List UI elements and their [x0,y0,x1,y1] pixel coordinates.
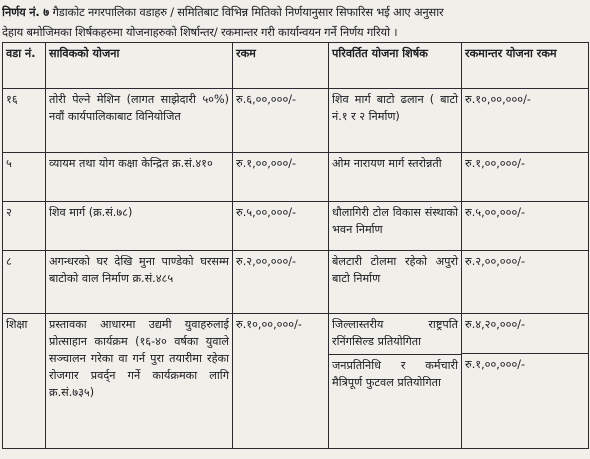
header-transfer-amount: रकमान्तर योजना रकम [462,43,589,89]
cell-ward: शिक्षा [3,314,46,449]
table-row [3,89,589,153]
cell-ward: ५ [3,153,46,202]
cell-transfer-amount: रु.५,००,०००/- [462,202,589,251]
header-ward: वडा नं. [3,43,46,89]
cell-amount: रु.५,००,०००/- [233,202,329,251]
table-row [3,202,589,251]
header-amount: रकम [233,43,329,89]
heading-line-1-text: गैडाकोट नगरपालिका वडाहरु / समितिबाट विभिन्न मितिको निर्णयानुसार सिफारिस भई आए अनुसार [49,5,444,19]
cell-amount: रु.१,००,०००/- [233,153,329,202]
cell-new-title: धौलागिरी टोल विकास संस्थाको भवन निर्माण [329,202,462,251]
heading-line-2: देहाय बमोजिमका शिर्षकहरुमा योजनाहरुको शिर्षान्तर/ रकमान्तर गरी कार्यान्वयन गर्ने निर्णय गरियो । [2,25,398,39]
header-new-title: परिवर्तित योजना शिर्षक [329,43,462,89]
decision-number: निर्णय नं. ७ [2,5,50,19]
table-header-row [3,43,589,89]
transfer-amount-a: रु.४,२०,०००/- [465,318,526,331]
table-row [3,153,589,202]
decision-heading [2,2,588,42]
header-old-project: साविकको योजना [46,43,233,89]
cell-transfer-amount: रु.१,००,०००/- [462,153,589,202]
cell-transfer-amount: रु.२,००,०००/- [462,251,589,314]
cell-old-project: प्रस्तावका आधारमा उद्यमी युवाहरुलाई प्रोत्साहान कार्यक्रम (१६-४० वर्षका युवाले सञ्चालन गरेका वा गर्न पुरा तयारीमा रहेका रोजगार प्रवर्द्न गर्ने कार्यक्रमका लागि क्र.सं.७३५) [46,314,233,449]
cell-amount: रु.१०,००,०००/- [233,314,329,449]
new-title-b: जनप्रतिनिधि र कर्मचारी मैत्रिपूर्ण फुटवल प्रतियोगिता [329,354,461,391]
cell-new-title-split [329,314,462,449]
spacer [465,333,585,339]
cell-new-title: शिव मार्ग बाटो ढलान ( बाटो नं.१ र २ निर्माण) [329,89,462,153]
cell-ward: १६ [3,89,46,153]
budget-transfer-table [2,42,589,449]
table-row [3,314,589,449]
cell-amount: रु.२,००,०००/- [233,251,329,314]
cell-new-title: ओम नारायण मार्ग स्तरोन्नती [329,153,462,202]
transfer-amount-b: रु.१,००,०००/- [462,353,588,373]
cell-old-project: शिव मार्ग (क्र.सं.७८) [46,202,233,251]
cell-transfer-amount-split [462,314,589,449]
cell-old-project: व्यायम तथा योग कक्षा केन्द्रित क्र.सं.४१० [46,153,233,202]
cell-ward: ८ [3,251,46,314]
cell-ward: २ [3,202,46,251]
cell-old-project: अगन्धरको घर देखि मुना पाण्डेको घरसम्म बाटोको वाल निर्माण क्र.सं.४८५ [46,251,233,314]
cell-amount: रु.६,००,०००/- [233,89,329,153]
cell-new-title: बेलटारी टोलमा रहेको अपुरो बाटो निर्माण [329,251,462,314]
cell-transfer-amount: रु.१०,००,०००/- [462,89,589,153]
heading-line-1 [2,2,588,22]
new-title-a: जिल्लास्तरीय राष्ट्रपति रनिंगसिल्ड प्रतियोगिता [332,318,458,348]
table-row [3,251,589,314]
cell-old-project: तोरी पेल्ने मेशिन (लागत साझेदारी ५०%) नवौं कार्यपालिकाबाट विनियोजित [46,89,233,153]
